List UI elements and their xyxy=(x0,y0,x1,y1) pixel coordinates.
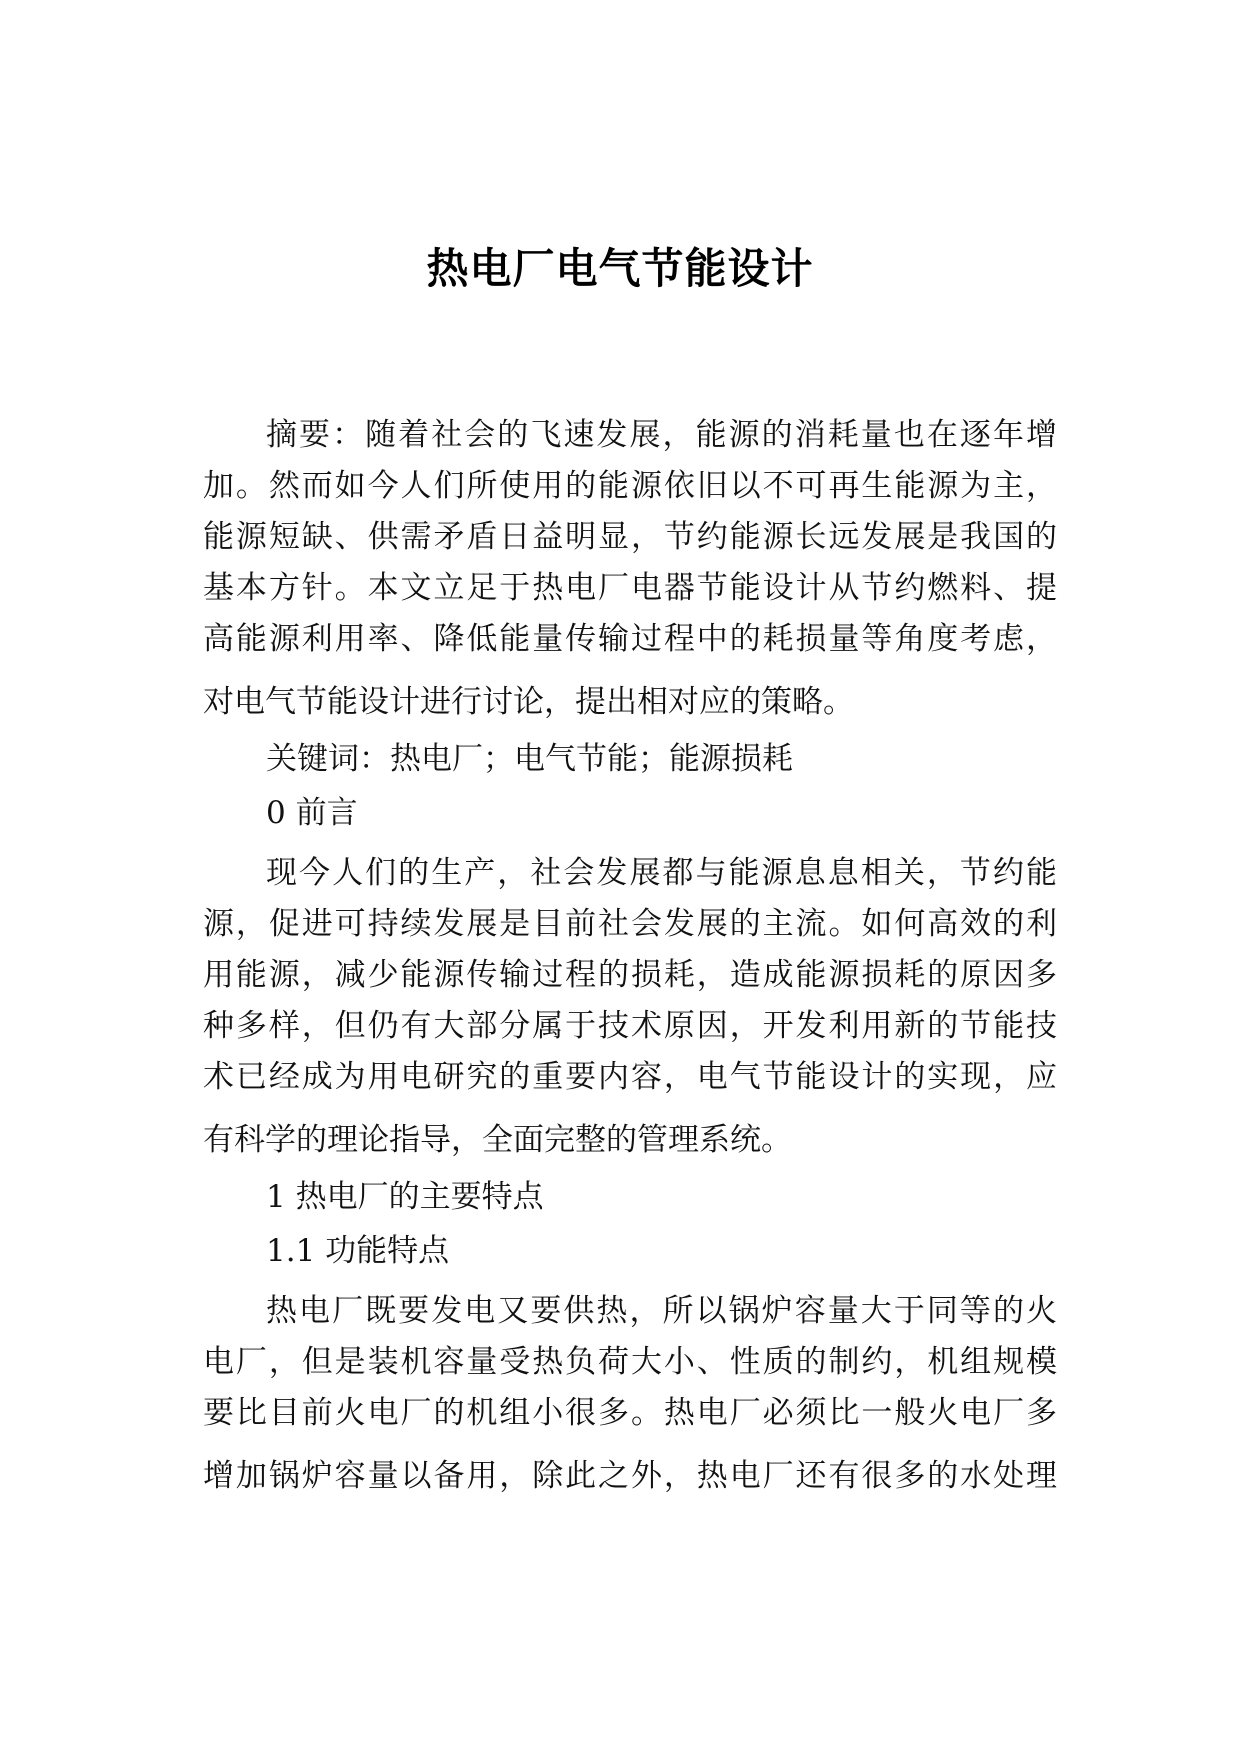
paragraph-line: 种多样，但仍有大部分属于技术原因，开发利用新的节能技 xyxy=(203,1008,1057,1044)
keywords-line: 关键词：热电厂；电气节能；能源损耗 xyxy=(266,741,793,777)
paragraph-line: 术已经成为用电研究的重要内容，电气节能设计的实现，应 xyxy=(203,1059,1057,1095)
document-title: 热电厂电气节能设计 xyxy=(426,244,814,293)
paragraph-line: 热电厂既要发电又要供热，所以锅炉容量大于同等的火 xyxy=(266,1293,1057,1329)
paragraph-line: 源，促进可持续发展是目前社会发展的主流。如何高效的利 xyxy=(203,906,1057,942)
abstract-line: 对电气节能设计进行讨论，提出相对应的策略。 xyxy=(203,684,854,720)
abstract-line: 摘要：随着社会的飞速发展，能源的消耗量也在逐年增 xyxy=(266,417,1057,453)
abstract-line: 加。然而如今人们所使用的能源依旧以不可再生能源为主， xyxy=(203,468,1057,504)
paragraph-line: 要比目前火电厂的机组小很多。热电厂必须比一般火电厂多 xyxy=(203,1395,1057,1431)
paragraph-line: 用能源，减少能源传输过程的损耗，造成能源损耗的原因多 xyxy=(203,957,1057,993)
section-heading-1: 1 热电厂的主要特点 xyxy=(266,1179,544,1215)
abstract-line: 能源短缺、供需矛盾日益明显，节约能源长远发展是我国的 xyxy=(203,519,1057,555)
paragraph-line: 电厂，但是装机容量受热负荷大小、性质的制约，机组规模 xyxy=(203,1344,1057,1380)
paragraph-line: 现今人们的生产，社会发展都与能源息息相关，节约能 xyxy=(266,855,1057,891)
paragraph-line: 有科学的理论指导，全面完整的管理系统。 xyxy=(203,1122,792,1158)
section-heading-preface: 0 前言 xyxy=(266,795,358,831)
abstract-line: 基本方针。本文立足于热电厂电器节能设计从节约燃料、提 xyxy=(203,570,1057,606)
paragraph-line: 增加锅炉容量以备用，除此之外，热电厂还有很多的水处理 xyxy=(203,1458,1057,1494)
abstract-line: 高能源利用率、降低能量传输过程中的耗损量等角度考虑， xyxy=(203,621,1057,657)
subsection-heading-1-1: 1.1 功能特点 xyxy=(266,1233,450,1269)
